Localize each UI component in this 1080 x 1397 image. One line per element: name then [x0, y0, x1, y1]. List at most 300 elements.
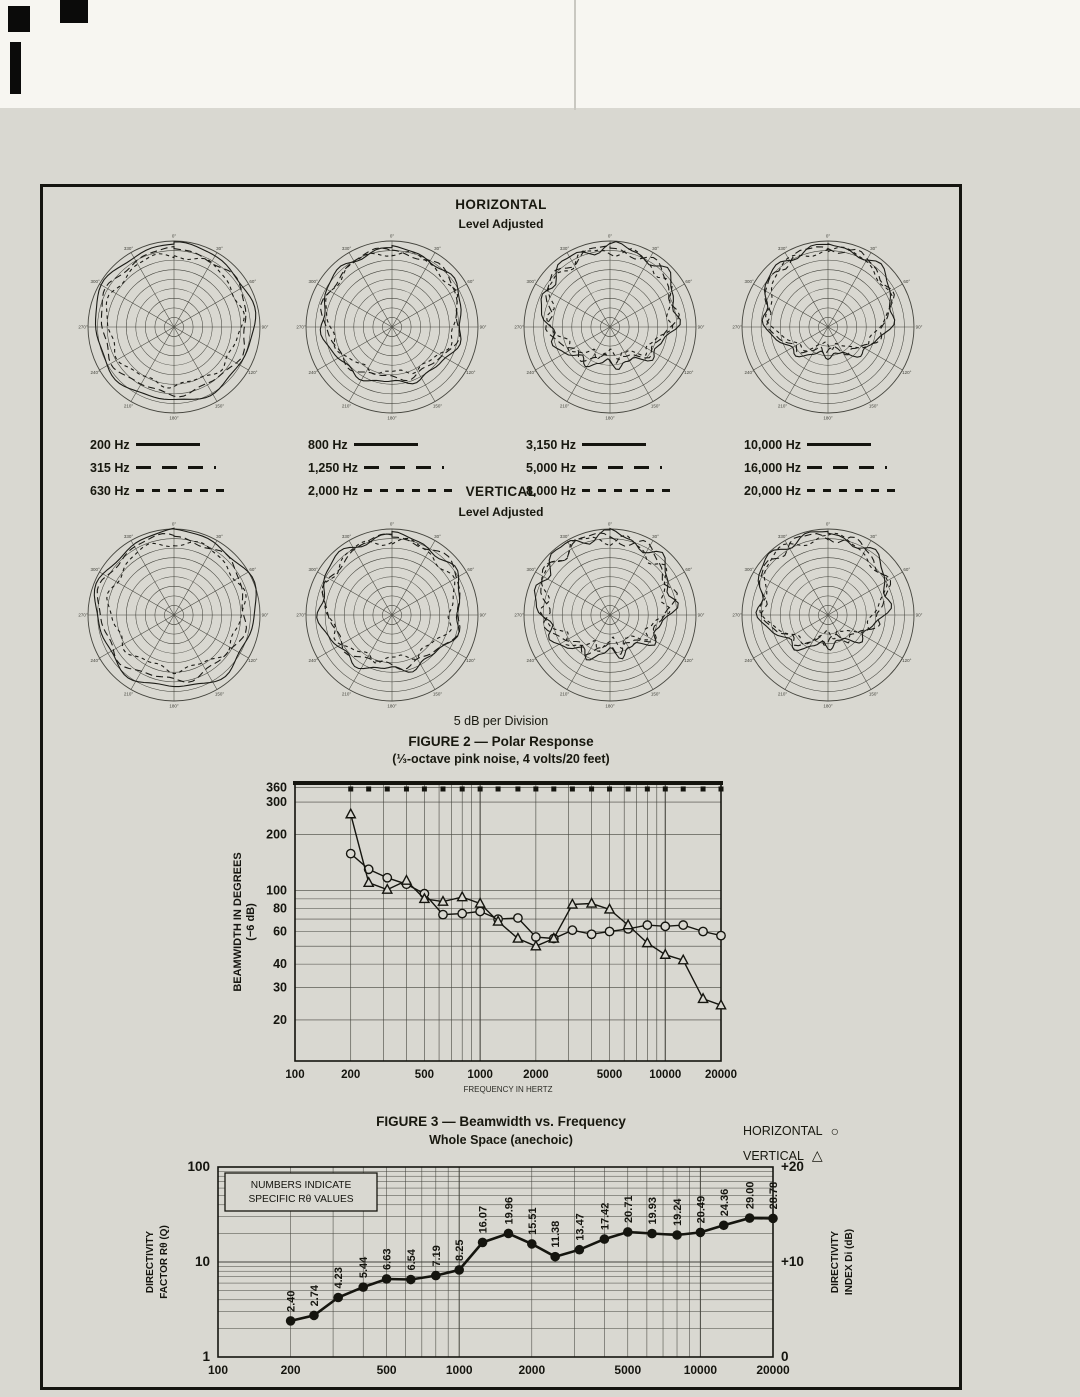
directivity-value-label: 20.49: [695, 1195, 708, 1224]
polar-curve-315Hz: [97, 534, 246, 683]
marker-circle: [679, 921, 687, 929]
polar-degree-label: 240°: [308, 370, 318, 376]
polar-degree-label: 240°: [744, 658, 754, 664]
y-axis-title-line2: (−6 dB): [245, 903, 257, 941]
marker-triangle: [346, 809, 355, 818]
legend-item: [526, 433, 706, 456]
x-tick-label: 5000: [596, 1069, 623, 1081]
polar-degree-label: 0°: [171, 521, 177, 527]
polar-degree-label: 270°: [514, 324, 524, 330]
polar-degree-label: 210°: [777, 691, 788, 697]
left-axis-title-line2: FACTOR Rθ (Q): [159, 1225, 170, 1299]
polar-degree-label: 180°: [823, 415, 833, 421]
marker-triangle: [698, 994, 707, 1003]
top-tick-mark: [404, 787, 409, 792]
polar-degree-label: 90°: [697, 324, 705, 330]
top-tick-mark: [515, 787, 520, 792]
marker-triangle: [402, 876, 411, 885]
scan-artifact: [60, 0, 88, 23]
polar-degree-label: 300°: [744, 567, 754, 573]
x-tick-label: 200: [341, 1069, 361, 1081]
legend-line-sample-solid: [582, 443, 646, 446]
directivity-value-label: 6.54: [405, 1249, 418, 1271]
polar-degree-label: 300°: [90, 279, 100, 285]
legend-frequency-label: 2,000 Hz: [308, 483, 359, 498]
x-tick-label: 10000: [683, 1363, 718, 1377]
top-tick-mark: [626, 787, 631, 792]
figure2-caption: FIGURE 2 — Polar Response: [408, 734, 594, 749]
polar-curve-20000Hz: [766, 247, 892, 351]
legend-frequency-label: 20,000 Hz: [744, 483, 801, 498]
marker-circle: [605, 927, 613, 935]
x-tick-label: 5000: [614, 1363, 642, 1377]
legend-frequency-label: 3,150 Hz: [526, 437, 577, 452]
y-tick-label: 30: [273, 980, 287, 995]
legend-item: [308, 456, 488, 479]
x-tick-label: 1000: [467, 1069, 493, 1081]
marker-circle: [699, 927, 707, 935]
polar-degree-label: 30°: [434, 245, 441, 251]
x-tick-label: 20000: [756, 1363, 790, 1377]
left-tick-label: 10: [194, 1254, 210, 1269]
polar-curve-630Hz: [106, 254, 244, 388]
directivity-point: [454, 1265, 464, 1275]
directivity-value-label: 19.24: [672, 1198, 685, 1227]
polar-plot-v2: [296, 519, 488, 711]
top-tick-mark: [701, 787, 706, 792]
x-tick-label: 100: [285, 1069, 305, 1081]
polar-degree-label: 300°: [526, 567, 536, 573]
top-tick-mark: [607, 787, 612, 792]
polar-degree-label: 240°: [744, 370, 754, 376]
y-tick-label: 100: [266, 883, 287, 898]
directivity-value-label: 4.23: [333, 1267, 346, 1289]
beamwidth-vs-frequency-chart: [43, 775, 959, 1111]
directivity-point: [406, 1275, 416, 1285]
top-tick-mark: [422, 787, 427, 792]
polar-degree-label: 150°: [650, 403, 661, 409]
left-tick-label: 1: [202, 1349, 210, 1364]
polar-degree-label: 210°: [341, 691, 352, 697]
directivity-point: [431, 1271, 441, 1281]
top-tick-mark: [385, 787, 390, 792]
polar-curve-200Hz: [96, 242, 256, 400]
top-tick-mark: [478, 787, 483, 792]
polar-plot-svg: [296, 231, 488, 423]
polar-degree-label: 150°: [432, 691, 443, 697]
right-tick-label: 0: [781, 1349, 789, 1364]
directivity-value-label: 29.00: [744, 1181, 757, 1210]
polar-degree-label: 0°: [607, 521, 613, 527]
polar-degree-label: 210°: [777, 403, 788, 409]
polar-degree-label: 270°: [732, 612, 742, 618]
y-tick-label: 40: [273, 957, 287, 972]
directivity-value-label: 28.78: [768, 1181, 780, 1210]
circle-marker-icon: ○: [830, 1122, 840, 1139]
vertical-section-title: VERTICAL: [465, 484, 537, 499]
polar-degree-label: 150°: [650, 691, 661, 697]
y-tick-label: 200: [266, 827, 287, 842]
directivity-chart: [43, 1161, 959, 1387]
polar-curve-5000Hz: [546, 246, 680, 365]
marker-triangle: [513, 934, 522, 943]
polar-degree-label: 210°: [123, 403, 134, 409]
marker-triangle: [661, 950, 670, 959]
directivity-point: [623, 1227, 633, 1237]
polar-degree-label: 330°: [123, 533, 134, 539]
top-tick-mark: [663, 787, 668, 792]
polar-plot-h3: [514, 231, 706, 423]
polar-plot-v3: [514, 519, 706, 711]
polar-degree-label: 60°: [903, 279, 911, 285]
directivity-point: [504, 1229, 514, 1239]
note-line2: SPECIFIC Rθ VALUES: [248, 1194, 354, 1205]
marker-circle: [347, 849, 355, 857]
top-tick-mark: [719, 787, 724, 792]
polar-degree-label: 120°: [684, 370, 694, 376]
legend-frequency-label: 1,250 Hz: [308, 460, 359, 475]
polar-degree-label: 60°: [685, 567, 693, 573]
legend-item: [90, 433, 270, 456]
legend-line-sample-solid: [136, 443, 200, 446]
db-per-division-note: 5 dB per Division: [453, 714, 549, 728]
top-tick-mark: [460, 787, 465, 792]
top-tick-mark: [681, 787, 686, 792]
polar-degree-label: 30°: [870, 245, 877, 251]
polar-degree-label: 330°: [777, 245, 788, 251]
directivity-value-label: 19.93: [646, 1197, 659, 1225]
polar-degree-label: 330°: [123, 245, 134, 251]
top-tick-mark: [496, 787, 501, 792]
horizontal-section-title: HORIZONTAL: [455, 197, 547, 212]
polar-curve-630Hz: [107, 542, 246, 674]
polar-degree-label: 0°: [171, 233, 177, 239]
scan-artifact: [8, 6, 30, 32]
polar-degree-label: 150°: [214, 691, 225, 697]
legend-line-sample-solid: [807, 443, 871, 446]
triangle-marker-icon: △: [811, 1147, 823, 1163]
polar-degree-label: 120°: [684, 658, 694, 664]
directivity-point: [768, 1214, 778, 1224]
y-tick-label: 60: [273, 924, 287, 939]
polar-degree-label: 150°: [214, 403, 225, 409]
legend-frequency-label: 200 Hz: [90, 437, 130, 452]
y-tick-label: 360: [266, 780, 287, 795]
top-tick-mark: [551, 787, 556, 792]
spec-figure-frame: [40, 184, 962, 1390]
polar-plot-h2: [296, 231, 488, 423]
polar-degree-label: 210°: [123, 691, 134, 697]
directivity-point: [672, 1230, 682, 1240]
polar-degree-label: 60°: [467, 279, 475, 285]
polar-curve-3150Hz: [541, 242, 680, 370]
polar-degree-label: 300°: [308, 567, 318, 573]
legend-line-sample-long: [807, 466, 887, 469]
legend-frequency-label: 10,000 Hz: [744, 437, 801, 452]
polar-degree-label: 330°: [559, 245, 570, 251]
directivity-point: [382, 1274, 392, 1284]
directivity-value-label: 5.44: [358, 1256, 371, 1279]
polar-degree-label: 120°: [466, 370, 476, 376]
directivity-value-label: 8.25: [454, 1239, 467, 1261]
polar-degree-label: 240°: [90, 658, 100, 664]
marker-triangle: [364, 878, 373, 887]
legend-frequency-label: 315 Hz: [90, 460, 130, 475]
directivity-point: [647, 1229, 657, 1239]
polar-degree-label: 180°: [169, 415, 179, 421]
polar-degree-label: 300°: [526, 279, 536, 285]
note-box: [225, 1173, 377, 1211]
legend-frequency-label: 800 Hz: [308, 437, 348, 452]
scan-artifact: [10, 42, 21, 94]
directivity-value-label: 13.47: [574, 1213, 587, 1241]
directivity-point: [719, 1220, 729, 1230]
directivity-point: [600, 1234, 610, 1244]
polar-degree-label: 0°: [825, 521, 831, 527]
x-tick-label: 500: [414, 1069, 434, 1081]
polar-degree-label: 90°: [261, 612, 269, 618]
legend-horizontal-label: HORIZONTAL: [743, 1123, 823, 1138]
directivity-value-label: 20.71: [622, 1195, 635, 1223]
marker-circle: [587, 930, 595, 938]
marker-circle: [514, 914, 522, 922]
polar-degree-label: 120°: [902, 370, 912, 376]
polar-plot-h1: [78, 231, 270, 423]
marker-triangle: [624, 920, 633, 929]
polar-plot-svg: [514, 519, 706, 711]
polar-degree-label: 90°: [915, 324, 923, 330]
directivity-value-label: 6.63: [381, 1248, 394, 1270]
top-tick-mark: [440, 787, 445, 792]
marker-circle: [643, 921, 651, 929]
marker-triangle: [587, 898, 596, 907]
legend-line-sample-long: [136, 466, 216, 469]
legend-frequency-label: 8,000 Hz: [526, 483, 577, 498]
polar-degree-label: 120°: [902, 658, 912, 664]
polar-plot-svg: [732, 231, 924, 423]
polar-degree-label: 120°: [466, 658, 476, 664]
y-tick-label: 300: [266, 795, 287, 810]
polar-degree-label: 270°: [296, 324, 306, 330]
directivity-point: [358, 1282, 368, 1292]
polar-degree-label: 300°: [744, 279, 754, 285]
polar-plot-svg: [78, 231, 270, 423]
marker-circle: [439, 910, 447, 918]
scan-fold-line: [574, 0, 576, 110]
legend-frequency-label: 5,000 Hz: [526, 460, 577, 475]
note-line1: NUMBERS INDICATE: [250, 1180, 352, 1191]
polar-degree-label: 180°: [169, 703, 179, 709]
level-adjusted-label: Level Adjusted: [458, 505, 544, 519]
directivity-value-label: 7.19: [430, 1245, 443, 1267]
x-axis-title: FREQUENCY IN HERTZ: [463, 1085, 553, 1094]
directivity-point: [696, 1228, 706, 1238]
directivity-point: [478, 1238, 488, 1248]
figure2-subcaption: (⅓-octave pink noise, 4 volts/20 feet): [392, 752, 610, 766]
polar-curve-10000Hz: [762, 244, 895, 360]
polar-degree-label: 90°: [697, 612, 705, 618]
x-tick-label: 200: [280, 1363, 301, 1377]
polar-plot-h4: [732, 231, 924, 423]
polar-degree-label: 60°: [249, 279, 257, 285]
polar-curve-800Hz: [320, 246, 461, 384]
directivity-value-label: 11.38: [550, 1220, 563, 1248]
polar-degree-label: 150°: [432, 403, 443, 409]
legend-item: [744, 456, 924, 479]
right-tick-label: +10: [781, 1254, 804, 1269]
polar-degree-label: 0°: [607, 233, 613, 239]
right-axis-title-line2: INDEX Di (dB): [844, 1228, 855, 1296]
plot-box: [295, 783, 721, 1061]
top-tick-mark: [645, 787, 650, 792]
polar-degree-label: 180°: [387, 415, 397, 421]
vertical-polar-row: [43, 519, 959, 711]
marker-circle: [568, 926, 576, 934]
directivity-point: [575, 1245, 585, 1255]
legend-item: [308, 433, 488, 456]
polar-degree-label: 180°: [823, 703, 833, 709]
x-tick-label: 20000: [705, 1069, 737, 1081]
polar-degree-label: 30°: [652, 245, 659, 251]
y-tick-label: 80: [273, 901, 287, 916]
marker-circle: [383, 874, 391, 882]
polar-degree-label: 0°: [825, 233, 831, 239]
polar-degree-label: 330°: [341, 533, 352, 539]
top-tick-mark: [348, 787, 353, 792]
polar-degree-label: 90°: [915, 612, 923, 618]
y-tick-label: 20: [273, 1012, 287, 1027]
polar-plot-svg: [514, 231, 706, 423]
polar-degree-label: 330°: [559, 533, 570, 539]
polar-degree-label: 210°: [341, 403, 352, 409]
polar-degree-label: 0°: [389, 521, 395, 527]
legend-item: [90, 456, 270, 479]
x-tick-label: 2000: [518, 1363, 546, 1377]
polar-degree-label: 120°: [248, 370, 258, 376]
polar-degree-label: 330°: [777, 533, 788, 539]
polar-degree-label: 120°: [248, 658, 258, 664]
legend-frequency-label: 16,000 Hz: [744, 460, 801, 475]
polar-curve-315Hz: [101, 247, 246, 397]
polar-degree-label: 30°: [870, 533, 877, 539]
polar-degree-label: 60°: [249, 567, 257, 573]
directivity-value-label: 17.42: [599, 1202, 612, 1231]
directivity-value-label: 15.51: [526, 1207, 539, 1235]
polar-degree-label: 30°: [216, 245, 223, 251]
polar-plot-svg: [732, 519, 924, 711]
right-axis-title-line1: DIRECTIVITY: [830, 1230, 841, 1294]
polar-degree-label: 30°: [216, 533, 223, 539]
directivity-point: [333, 1293, 343, 1303]
polar-plot-svg: [78, 519, 270, 711]
top-tick-mark: [589, 787, 594, 792]
directivity-point: [286, 1316, 296, 1326]
polar-degree-label: 240°: [308, 658, 318, 664]
polar-degree-label: 60°: [467, 567, 475, 573]
directivity-value-label: 19.96: [503, 1196, 516, 1225]
polar-degree-label: 270°: [78, 324, 88, 330]
legend-frequency-label: 630 Hz: [90, 483, 130, 498]
marker-circle: [717, 931, 725, 939]
top-tick-mark: [570, 787, 575, 792]
directivity-value-label: 16.07: [477, 1205, 490, 1234]
polar-degree-label: 60°: [903, 567, 911, 573]
polar-plot-v1: [78, 519, 270, 711]
horizontal-polar-row: [43, 231, 959, 423]
polar-degree-label: 180°: [605, 415, 615, 421]
figure3-subcaption: Whole Space (anechoic): [429, 1133, 573, 1147]
legend-line-sample-long: [364, 466, 444, 469]
polar-degree-label: 150°: [868, 403, 879, 409]
x-tick-label: 500: [376, 1363, 397, 1377]
left-tick-label: 100: [187, 1161, 210, 1174]
polar-degree-label: 60°: [685, 279, 693, 285]
legend-item: [744, 433, 924, 456]
polar-degree-label: 240°: [526, 370, 536, 376]
right-tick-label: +20: [781, 1161, 804, 1174]
polar-degree-label: 30°: [652, 533, 659, 539]
directivity-point: [527, 1239, 537, 1249]
polar-degree-label: 180°: [605, 703, 615, 709]
legend-item-horizontal: [743, 1118, 839, 1143]
marker-circle: [458, 909, 466, 917]
polar-degree-label: 330°: [341, 245, 352, 251]
polar-degree-label: 270°: [296, 612, 306, 618]
legend-line-sample-long: [582, 466, 662, 469]
polar-plot-svg: [296, 519, 488, 711]
polar-degree-label: 210°: [559, 691, 570, 697]
polar-degree-label: 300°: [308, 279, 318, 285]
directivity-value-label: 2.74: [308, 1284, 321, 1307]
figure3-caption: FIGURE 3 — Beamwidth vs. Frequency: [376, 1114, 626, 1129]
polar-degree-label: 0°: [389, 233, 395, 239]
directivity-value-label: 24.36: [718, 1188, 731, 1217]
directivity-point: [745, 1213, 755, 1223]
polar-degree-label: 270°: [732, 324, 742, 330]
x-tick-label: 2000: [523, 1069, 549, 1081]
polar-plot-v4: [732, 519, 924, 711]
top-tick-mark: [366, 787, 371, 792]
polar-degree-label: 90°: [479, 324, 487, 330]
polar-degree-label: 240°: [90, 370, 100, 376]
directivity-point: [550, 1252, 560, 1262]
polar-degree-label: 150°: [868, 691, 879, 697]
level-adjusted-label: Level Adjusted: [458, 217, 544, 231]
left-axis-title-line1: DIRECTIVITY: [145, 1230, 156, 1294]
polar-degree-label: 270°: [78, 612, 88, 618]
polar-degree-label: 240°: [526, 658, 536, 664]
marker-circle: [476, 907, 484, 915]
polar-degree-label: 270°: [514, 612, 524, 618]
x-tick-label: 1000: [445, 1363, 473, 1377]
marker-circle: [661, 922, 669, 930]
polar-degree-label: 300°: [90, 567, 100, 573]
x-tick-label: 10000: [649, 1069, 682, 1081]
legend-vertical-label: VERTICAL: [743, 1148, 804, 1163]
y-axis-title-line1: BEAMWIDTH IN DEGREES: [232, 852, 244, 992]
polar-degree-label: 90°: [261, 324, 269, 330]
legend-item: [526, 456, 706, 479]
legend-line-sample-solid: [354, 443, 418, 446]
top-tick-mark: [533, 787, 538, 792]
polar-degree-label: 180°: [387, 703, 397, 709]
polar-degree-label: 30°: [434, 533, 441, 539]
marker-triangle: [458, 892, 467, 901]
directivity-point: [309, 1311, 319, 1321]
polar-degree-label: 90°: [479, 612, 487, 618]
directivity-value-label: 2.40: [285, 1290, 298, 1312]
polar-curve-10000Hz: [756, 531, 891, 650]
